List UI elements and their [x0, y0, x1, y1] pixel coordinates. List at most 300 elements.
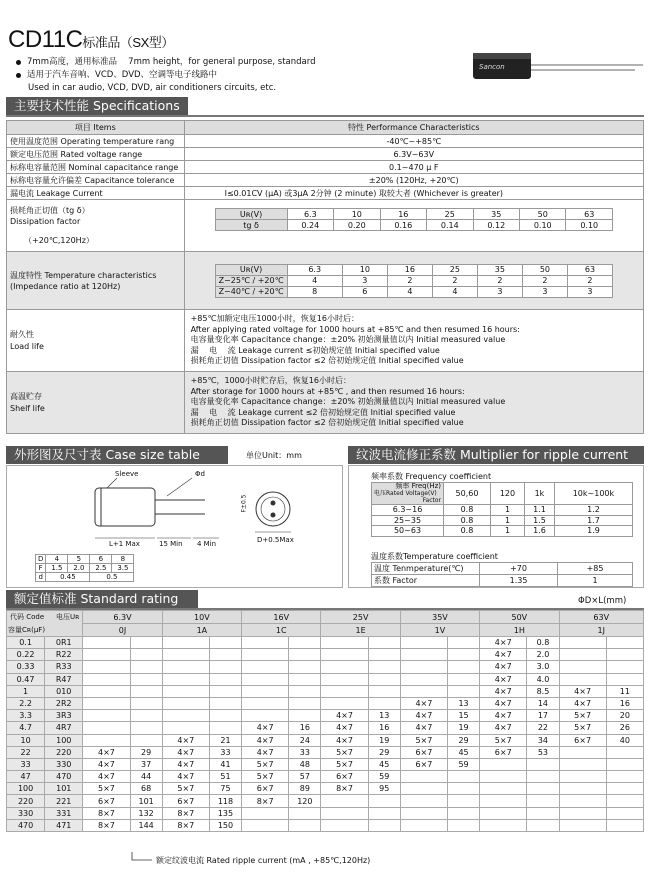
rating-case-size [321, 637, 368, 649]
temp-inner-table: Uʀ(V) 6.3 10 16 25 35 50 63 Z−25℃ / +20℃ 4 3 2 2 2 2 2 Z−40℃ / +20℃ 8 6 4 4 3 3 3 [215, 264, 613, 298]
rating-row [7, 758, 644, 770]
rating-table [6, 610, 644, 832]
rating-ripple [368, 673, 400, 685]
rating-cap: 10 [7, 734, 45, 746]
spec-row: 标称电容量范围 Nominal capacitance range 0.1~470 μ F [7, 161, 644, 174]
rating-case-size: 5×7 [559, 722, 606, 734]
rating-case-size [400, 649, 447, 661]
rating-ripple: 45 [368, 758, 400, 770]
rating-row [7, 819, 644, 831]
rating-case-size: 4×7 [242, 746, 289, 758]
rating-case-size [162, 697, 209, 709]
rating-ripple: 34 [527, 734, 559, 746]
rating-ripple [448, 649, 480, 661]
rating-ripple: 29 [130, 746, 162, 758]
rating-case-size [83, 661, 130, 673]
rating-ripple: 19 [368, 734, 400, 746]
rating-cap: 100 [7, 783, 45, 795]
rating-case-size [242, 673, 289, 685]
rating-ripple: 24 [289, 734, 321, 746]
df-inner-table: Uʀ(V) 6.3 10 16 25 35 50 63 tg δ 0.24 0.20 0.16 0.14 0.12 0.10 0.10 [215, 208, 613, 231]
rating-ripple: 16 [289, 722, 321, 734]
rating-ripple [448, 685, 480, 697]
rating-case-size: 4×7 [83, 758, 130, 770]
rating-ripple: 68 [130, 783, 162, 795]
lead-min-label: 15 Min [159, 540, 183, 548]
rating-ripple: 15 [448, 710, 480, 722]
rating-case-size [83, 710, 130, 722]
case-drawing-panel [6, 465, 343, 588]
rating-case-size: 4×7 [480, 710, 527, 722]
rating-ripple [209, 697, 241, 709]
rating-case-size: 6×7 [242, 783, 289, 795]
rating-case-size: 4×7 [480, 673, 527, 685]
rating-section-header [6, 590, 644, 610]
rating-case-size: 4×7 [242, 734, 289, 746]
rating-ripple [209, 710, 241, 722]
rating-ripple [209, 685, 241, 697]
rating-row [7, 783, 644, 795]
rating-case-size: 4×7 [480, 661, 527, 673]
rating-code: 2R2 [45, 697, 83, 709]
rating-case-size: 6×7 [400, 758, 447, 770]
rating-ripple [606, 795, 643, 807]
rating-case-size: 4×7 [480, 685, 527, 697]
rating-code: 331 [45, 807, 83, 819]
rating-ripple: 37 [130, 758, 162, 770]
rating-ripple [368, 661, 400, 673]
rating-section-title: 额定值标准 Standard rating [6, 590, 198, 608]
rating-case-size: 4×7 [83, 771, 130, 783]
rating-ripple: 16 [606, 697, 643, 709]
temp-row: 温度特性 Temperature characteristics (Impedance ratio at 120Hz) Uʀ(V) 6.3 10 16 25 35 50 63 Z−25℃ / +20℃ 4 3 2 2 2 2 2 Z−40℃ / +20℃ 8 6 4 4 3 3 3 [7, 252, 644, 310]
rating-case-size [242, 661, 289, 673]
rating-case-size: 5×7 [242, 758, 289, 770]
rating-ripple: 22 [527, 722, 559, 734]
rating-ripple [606, 746, 643, 758]
rating-ripple [448, 795, 480, 807]
rating-ripple [606, 758, 643, 770]
rating-ripple [368, 685, 400, 697]
rating-case-size: 4×7 [480, 637, 527, 649]
rating-case-size [162, 673, 209, 685]
rating-ripple: 48 [289, 758, 321, 770]
rating-code: 470 [45, 771, 83, 783]
rating-ripple [527, 783, 559, 795]
rating-cap: 0.33 [7, 661, 45, 673]
rating-case-size: 8×7 [162, 807, 209, 819]
rating-case-size [162, 710, 209, 722]
rating-ripple: 14 [527, 697, 559, 709]
rating-ripple [130, 685, 162, 697]
rating-ripple: 19 [448, 722, 480, 734]
rating-ripple: 3.0 [527, 661, 559, 673]
capacitor-photo-icon [465, 45, 645, 85]
rating-ripple: 120 [289, 795, 321, 807]
rating-ripple [130, 722, 162, 734]
rating-case-size [242, 807, 289, 819]
rating-code: 3R3 [45, 710, 83, 722]
rating-case-size [83, 685, 130, 697]
rating-case-size: 8×7 [83, 819, 130, 831]
rating-ripple: 89 [289, 783, 321, 795]
rating-case-size: 4×7 [400, 722, 447, 734]
rating-ripple [606, 783, 643, 795]
rating-case-size [242, 819, 289, 831]
col-items: 项目 Items [7, 121, 185, 135]
rating-ripple [527, 771, 559, 783]
rating-ripple [606, 661, 643, 673]
rating-case-size [559, 783, 606, 795]
rating-ripple: 45 [448, 746, 480, 758]
rating-row [7, 771, 644, 783]
feature-item: Used in car audio, VCD, DVD, air conditioners circuits, etc. [28, 83, 277, 93]
rating-case-size [480, 807, 527, 819]
bullet-icon [16, 73, 21, 78]
rating-code: R33 [45, 661, 83, 673]
rating-case-size [321, 795, 368, 807]
rating-ripple [448, 819, 480, 831]
rating-case-size [321, 649, 368, 661]
rating-cap: 1 [7, 685, 45, 697]
rating-ripple [289, 685, 321, 697]
freq-coef-table: 频率 Freq(Hz) 电压Rated Voltage(V) Factor 50,60 120 1k 10k~100k 6.3~16 0.8 1 1.1 1.2 25~35 0.8 1 1.5 1.7 50~63 0.8 1 1.6 1.9 [371, 482, 633, 537]
rating-case-size: 8×7 [242, 795, 289, 807]
rating-case-size: 4×7 [480, 722, 527, 734]
rating-case-size: 8×7 [321, 783, 368, 795]
rating-case-size: 6×7 [400, 746, 447, 758]
temp-coef-title: 温度系数Temperature coefficient [371, 552, 498, 561]
spec-row: 标称电容量允许偏差 Capacitance tolerance ±20% (120Hz, +20℃) [7, 174, 644, 187]
rating-case-size: 4×7 [480, 649, 527, 661]
rating-ripple: 41 [209, 758, 241, 770]
rating-case-size [321, 685, 368, 697]
temp-coef-table: 温度 Tenmperature(℃) +70 +85 系数 Factor 1.35 1 [371, 562, 633, 587]
rating-row [7, 722, 644, 734]
rating-ripple: 51 [209, 771, 241, 783]
rating-case-size [321, 673, 368, 685]
rating-ripple: 118 [209, 795, 241, 807]
rating-ripple [448, 807, 480, 819]
rating-cap: 220 [7, 795, 45, 807]
rating-case-size: 6×7 [480, 746, 527, 758]
rating-case-size: 8×7 [162, 819, 209, 831]
rating-case-size [480, 819, 527, 831]
rating-case-size [400, 685, 447, 697]
freq-coef-title: 频率系数 Frequency coefficient [371, 472, 492, 481]
rating-case-size [559, 819, 606, 831]
rating-case-size: 5×7 [480, 734, 527, 746]
rating-ripple [606, 673, 643, 685]
rating-code: 101 [45, 783, 83, 795]
rating-ripple [368, 807, 400, 819]
rating-code: 220 [45, 746, 83, 758]
ripple-section-title: 纹波电流修正系数 Multiplier for ripple current [348, 446, 644, 464]
product-title [8, 26, 174, 54]
rating-case-size [400, 661, 447, 673]
rating-ripple [368, 649, 400, 661]
rating-row [7, 710, 644, 722]
rating-cap: 330 [7, 807, 45, 819]
spec-table [6, 120, 644, 434]
rating-case-size: 4×7 [242, 722, 289, 734]
rating-ripple [368, 637, 400, 649]
rating-case-size: 5×7 [242, 771, 289, 783]
rating-row [7, 746, 644, 758]
rating-ripple [606, 637, 643, 649]
col-characteristics: 特性 Performance Characteristics [184, 121, 643, 135]
rating-case-size: 5×7 [321, 746, 368, 758]
rating-case-size [162, 722, 209, 734]
rating-ripple [289, 637, 321, 649]
rating-ripple [130, 710, 162, 722]
rating-ripple [130, 697, 162, 709]
spec-section-title: 主要技术性能 Specifications [6, 97, 188, 115]
rating-code: 4R7 [45, 722, 83, 734]
rating-ripple: 75 [209, 783, 241, 795]
rating-ripple [368, 795, 400, 807]
rating-ripple: 0.8 [527, 637, 559, 649]
rating-case-size [400, 819, 447, 831]
rating-code: 010 [45, 685, 83, 697]
rating-case-size: 6×7 [162, 795, 209, 807]
rating-ripple: 150 [209, 819, 241, 831]
rating-ripple: 44 [130, 771, 162, 783]
rating-ripple: 11 [606, 685, 643, 697]
rating-case-size: 4×7 [321, 710, 368, 722]
rating-case-size [559, 746, 606, 758]
rating-case-size [559, 758, 606, 770]
dimension-table [35, 554, 134, 582]
lead-diameter-label: Φd [195, 470, 205, 478]
rating-ripple [448, 661, 480, 673]
rating-code: 330 [45, 758, 83, 770]
dim-row-f: F 1.5 2.0 2.5 3.5 [36, 564, 134, 573]
rating-case-size [480, 771, 527, 783]
rating-ripple: 33 [289, 746, 321, 758]
rating-ripple: 40 [606, 734, 643, 746]
rating-case-size [162, 685, 209, 697]
rating-case-size [242, 697, 289, 709]
rating-row [7, 697, 644, 709]
rating-case-size [400, 807, 447, 819]
rating-case-size: 4×7 [400, 697, 447, 709]
rating-case-size [242, 710, 289, 722]
rating-ripple: 8.5 [527, 685, 559, 697]
rating-ripple [606, 649, 643, 661]
rating-row [7, 807, 644, 819]
rating-case-size [400, 795, 447, 807]
rating-ripple: 13 [368, 710, 400, 722]
feature-item: 适用于汽车音响、VCD、DVD、空调等电子线路中 [28, 69, 315, 82]
rating-ripple: 95 [368, 783, 400, 795]
rating-ripple [209, 637, 241, 649]
rating-case-size: 8×7 [83, 807, 130, 819]
rating-case-size [162, 661, 209, 673]
rating-row [7, 661, 644, 673]
rating-ripple [289, 673, 321, 685]
spec-section-header [6, 97, 644, 117]
rating-case-size [83, 697, 130, 709]
rating-case-size [162, 649, 209, 661]
rating-case-size [83, 649, 130, 661]
spec-row: 额定电压范围 Rated voltage range 6.3V~63V [7, 148, 644, 161]
rating-case-size [480, 783, 527, 795]
rating-cap: 0.47 [7, 673, 45, 685]
rating-case-size: 5×7 [559, 710, 606, 722]
rating-case-size [321, 661, 368, 673]
rating-case-size: 5×7 [321, 758, 368, 770]
sleeve-label: Sleeve [115, 470, 139, 478]
rating-ripple: 20 [606, 710, 643, 722]
rating-case-size: 6×7 [321, 771, 368, 783]
rating-case-size [321, 807, 368, 819]
rating-case-size [162, 637, 209, 649]
rating-row [7, 673, 644, 685]
lead-4min-label: 4 Min [197, 540, 217, 548]
rating-cap: 22 [7, 746, 45, 758]
rating-code: 0R1 [45, 637, 83, 649]
rating-ripple [289, 697, 321, 709]
rating-code: R22 [45, 649, 83, 661]
rating-case-size [559, 807, 606, 819]
rating-ripple [209, 661, 241, 673]
rating-ripple: 135 [209, 807, 241, 819]
rating-case-size: 4×7 [559, 685, 606, 697]
bullet-icon [16, 60, 21, 65]
rating-ripple: 4.0 [527, 673, 559, 685]
rating-row [7, 795, 644, 807]
rating-ripple [448, 771, 480, 783]
rating-cap: 470 [7, 819, 45, 831]
rating-case-size [83, 637, 130, 649]
rating-ripple: 13 [448, 697, 480, 709]
rating-case-size [400, 783, 447, 795]
rating-row [7, 637, 644, 649]
rating-case-size [242, 637, 289, 649]
rating-ripple: 26 [606, 722, 643, 734]
rating-ripple: 132 [130, 807, 162, 819]
rating-head-code: 0J 1A 1C 1E 1V 1H 1J [7, 624, 644, 637]
rating-unit: ΦD×L(mm) [578, 596, 627, 606]
rating-row [7, 685, 644, 697]
rating-ripple: 33 [209, 746, 241, 758]
rating-case-size: 6×7 [559, 734, 606, 746]
rating-ripple [289, 819, 321, 831]
rating-case-size: 4×7 [162, 758, 209, 770]
rating-case-size [400, 673, 447, 685]
rating-ripple: 59 [368, 771, 400, 783]
pitch-label: F±0.5 [240, 494, 248, 513]
rating-case-size [321, 819, 368, 831]
rating-ripple [130, 673, 162, 685]
rating-ripple: 2.0 [527, 649, 559, 661]
rating-ripple [130, 661, 162, 673]
spec-row: 漏电流 Leakage Current I≤0.01CV (μA) 或3μA 2分钟 (2 minute) 取较大者 (Whichever is greater) [7, 187, 644, 200]
rating-ripple [606, 819, 643, 831]
rating-case-size: 5×7 [400, 734, 447, 746]
rating-row [7, 734, 644, 746]
rating-case-size: 6×7 [83, 795, 130, 807]
rating-ripple [606, 771, 643, 783]
brand-label: Sancon [479, 63, 505, 71]
rating-ripple [606, 807, 643, 819]
rating-ripple: 16 [368, 722, 400, 734]
rating-cap: 0.22 [7, 649, 45, 661]
endurance-row: 耐久性 Load life +85℃加额定电压1000小时，恢复16小时后： After applying rated voltage for 1000 hours at +85℃ and then resumed 16 hours: 电容量变化率 Capacitance change：±20% 初始测量值以内 Initial measured value 漏 电 流 Leakage current ≤初始规定值 Initial specified value 损耗角正切值 Dissipation factor ≤2 倍初始规定值 Initial specified value [7, 310, 644, 372]
rating-ripple [368, 819, 400, 831]
rating-case-size: 4×7 [162, 734, 209, 746]
rating-ripple [289, 807, 321, 819]
rating-ripple [289, 661, 321, 673]
rating-case-size: 4×7 [321, 734, 368, 746]
dim-row-lead: d 0.45 0.5 [36, 573, 134, 582]
rating-cap: 3.3 [7, 710, 45, 722]
rating-ripple [448, 637, 480, 649]
case-section-title: 外形图及尺寸表 Case size table [6, 446, 228, 464]
rating-cap: 0.1 [7, 637, 45, 649]
rating-ripple: 17 [527, 710, 559, 722]
rating-ripple: 29 [368, 746, 400, 758]
rating-ripple: 53 [527, 746, 559, 758]
rating-case-size [559, 637, 606, 649]
rating-case-size [480, 795, 527, 807]
rating-ripple [527, 807, 559, 819]
model-subtitle: 标准品（SX型） [82, 35, 174, 50]
rating-case-size [321, 697, 368, 709]
rating-case-size: 4×7 [321, 722, 368, 734]
df-row: 损耗角正切值（tg δ） Dissipation factor （+20℃,120Hz） Uʀ(V) 6.3 10 16 25 35 50 63 tg δ 0.24 0.20 0.16 0.14 0.12 0.10 0.10 [7, 200, 644, 252]
rating-ripple [289, 649, 321, 661]
rating-ripple: 144 [130, 819, 162, 831]
rating-ripple [448, 783, 480, 795]
rating-case-size [83, 734, 130, 746]
rating-ripple: 21 [209, 734, 241, 746]
rating-ripple: 29 [448, 734, 480, 746]
rating-case-size [400, 771, 447, 783]
rating-case-size: 4×7 [162, 746, 209, 758]
rating-case-size [400, 637, 447, 649]
rating-head-voltage: 代码 Code 电压Uʀ 容量Cʀ(μF) 6.3V 10V 16V 25V 35V 50V 63V [7, 611, 644, 624]
dim-row-d: D 4 5 6 8 [36, 555, 134, 564]
rating-code: 100 [45, 734, 83, 746]
rating-case-size [559, 661, 606, 673]
rating-cap: 47 [7, 771, 45, 783]
diameter-label: D+0.5Max [257, 536, 294, 544]
rating-case-size: 4×7 [559, 697, 606, 709]
ripple-panel [348, 465, 644, 588]
shelf-row: 高温贮存 Shelf life +85℃，1000小时贮存后，恢复16小时后： After storage for 1000 hours at +85℃ , and then resumed 16 hours: 电容量变化率 Capacitance change：±20% 初始测量值以内 Initial measured value 漏 电 流 Leakage current ≤2 倍初始规定值 Initial specified value 损耗角正切值 Dissipation factor ≤2 倍初始规定值 Initial specified value [7, 372, 644, 434]
rating-case-size [83, 722, 130, 734]
rating-ripple [527, 819, 559, 831]
rating-ripple [209, 673, 241, 685]
rating-ripple: 101 [130, 795, 162, 807]
case-unit: 单位Unit：mm [246, 451, 302, 460]
rating-footnote: 额定纹波电流 Rated ripple current (mA , +85℃,120Hz) [156, 856, 371, 865]
rating-row [7, 649, 644, 661]
length-label: L+1 Max [109, 540, 140, 548]
rating-case-size: 4×7 [480, 697, 527, 709]
rating-ripple [368, 697, 400, 709]
rating-case-size: 5×7 [162, 783, 209, 795]
rating-case-size [559, 673, 606, 685]
model-name: CD11C [8, 26, 83, 53]
rating-case-size [559, 771, 606, 783]
rating-case-size: 4×7 [400, 710, 447, 722]
rating-cap: 2.2 [7, 697, 45, 709]
rating-ripple: 59 [448, 758, 480, 770]
rating-ripple [448, 673, 480, 685]
